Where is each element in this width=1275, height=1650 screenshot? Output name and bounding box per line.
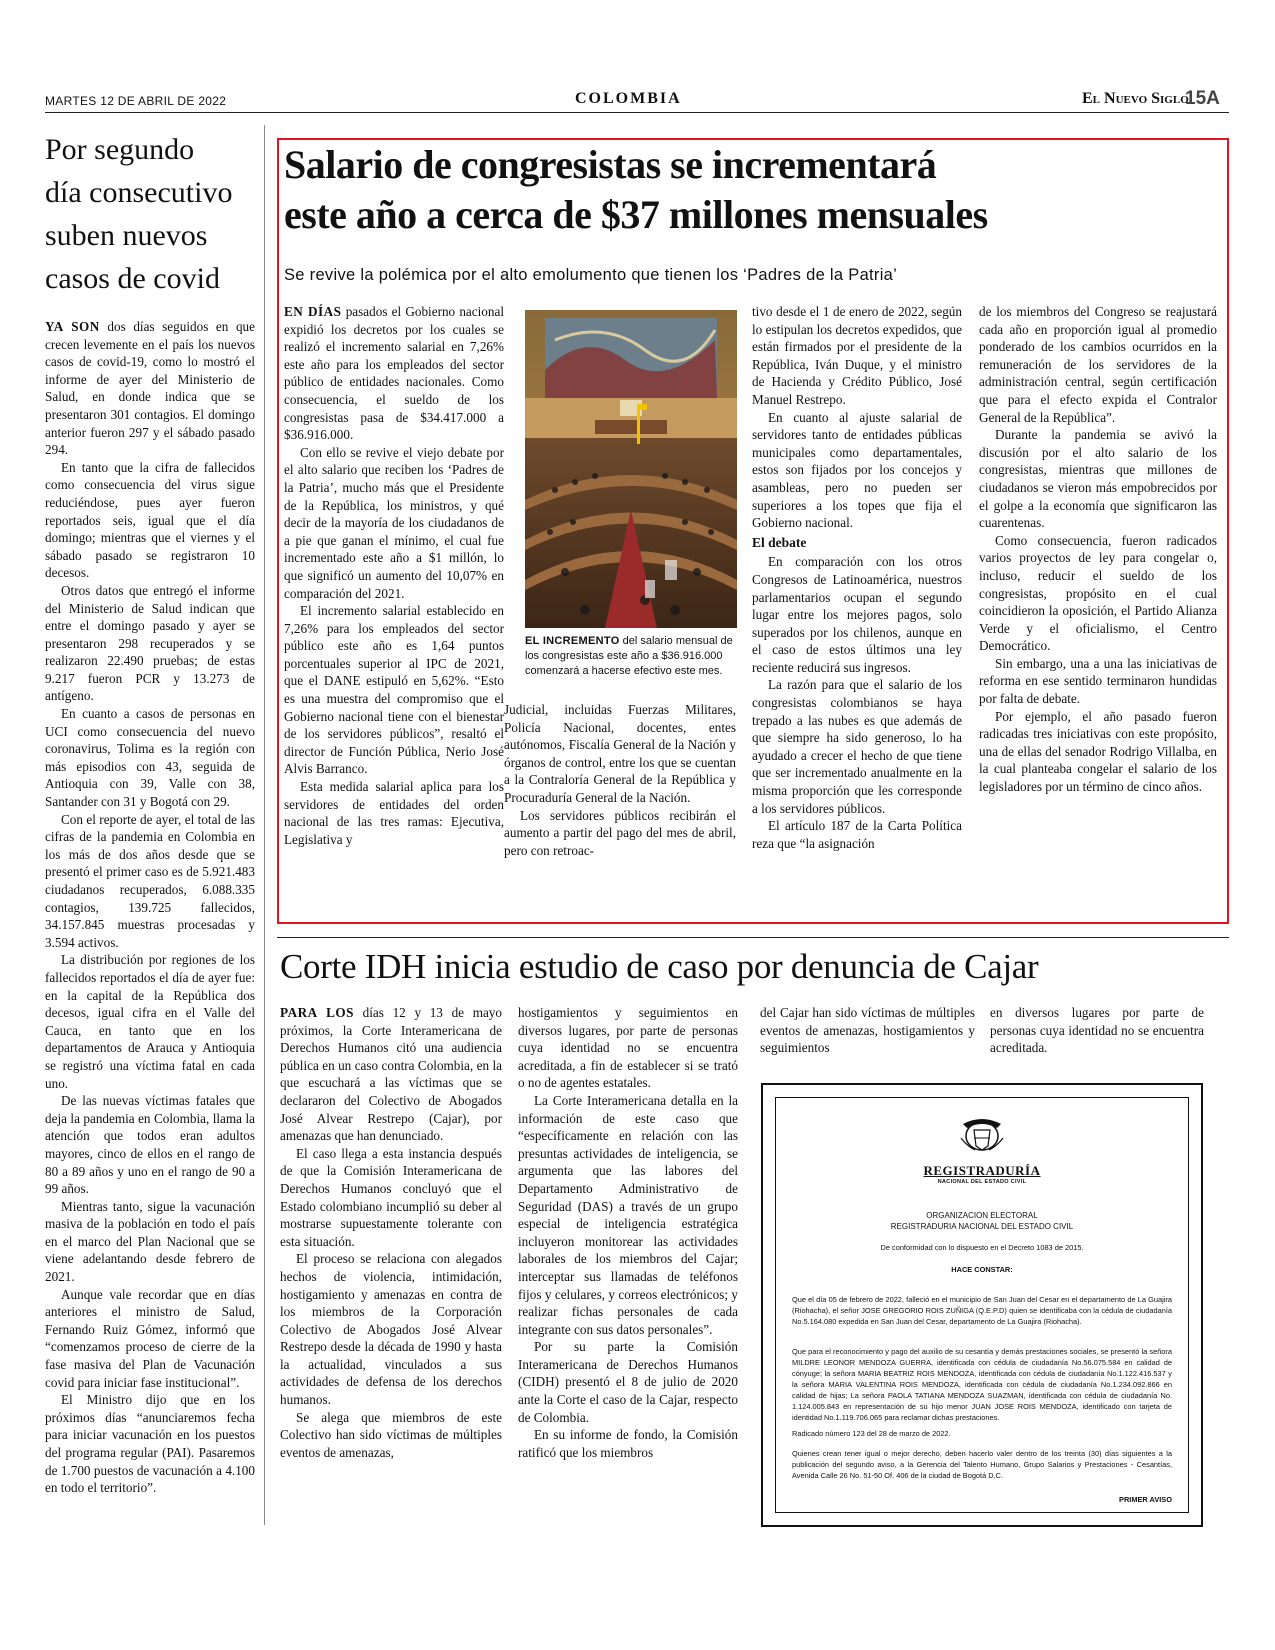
paragraph: dos días seguidos en que crecen levemente en el país los nuevos casos de covid-19, como lo mostró el informe de ayer del Ministerio de Salud, en donde indica que se presentaron 301 contagios. El domingo anterior fueron 297 y el sábado pasado 294. (45, 319, 255, 458)
paragraph: En su informe de fondo, la Comisión ratificó que los miembros (518, 1427, 738, 1460)
covid-headline-line: suben nuevos (45, 219, 208, 252)
covid-article-body (45, 318, 255, 1497)
notice-decree: De conformidad con lo dispuesto en el Decreto 1083 de 2015. (880, 1243, 1084, 1252)
congress-photo (525, 310, 737, 628)
paragraph: en diversos lugares por parte de personas cuya identidad no se encuentra acreditada. (990, 1005, 1204, 1056)
logo-subtitle: NACIONAL DEL ESTADO CIVIL (937, 1179, 1027, 1185)
column-divider (264, 125, 265, 1525)
caption-lead: EL INCREMENTO (525, 635, 620, 647)
paragraph: días 12 y 13 de mayo próximos, la Corte Interamericana de Derechos Humanos citó una audiencia pública en un caso contra Colombia, en la que escuchará a las víctimas que se declararon del Colectivo de Abogados José Alvear Restrepo (Cajar), por amenazas que han denunciado. (280, 1005, 502, 1144)
covid-headline-line: Por segundo (45, 133, 195, 166)
notice-paragraph: Que el día 05 de febrero de 2022, falleció en el municipio de San Juan del Cesar en el departamento de La Guajira (Riohacha), el señor JOSE GREGORIO ROIS ZUÑIGA (Q.E.P.D) quien se identificaba con la cédula de ciudadanía No.5.164.080 expedida en San Juan del Cesar, departamento de La Guajira (Riohacha). (792, 1295, 1172, 1326)
salario-column-3 (752, 303, 962, 852)
paragraph: tivo desde el 1 de enero de 2022, según lo estipulan los decretos expedidos, que están firmados por el presidente de la República, Iván Duque, y el ministro de Hacienda y Crédito Público, José Manuel Restrepo. (752, 304, 962, 407)
salario-headline (284, 140, 1224, 240)
notice-title-line: REGISTRADURIA NACIONAL DEL ESTADO CIVIL (890, 1222, 1074, 1231)
paragraph: Esta medida salarial aplica para los servidores de entidades del orden nacional de las tres ramas: Ejecutiva, Legislativa y (284, 779, 504, 847)
paragraph: Sin embargo, una a una las iniciativas de reforma en ese sentido terminaron hundidas por falta de debate. (979, 655, 1217, 707)
salario-lead: EN DÍAS (284, 304, 342, 319)
salario-headline-line: este año a cerca de $37 millones mensuales (284, 192, 988, 237)
corte-column-3 (760, 1004, 975, 1057)
notice-aviso: PRIMER AVISO (1119, 1495, 1172, 1504)
paragraph: Por su parte la Comisión Interamericana de Derechos Humanos (CIDH) presentó el 8 de julio de 2020 ante la Corte el caso de la Cajar, respecto de Colombia. (518, 1339, 738, 1425)
salario-column-2 (504, 701, 736, 859)
salario-subtitle: Se revive la polémica por el alto emolumento que tienen los ‘Padres de la Patria’ (284, 266, 898, 284)
subhead: El debate (752, 534, 807, 550)
paragraph: De las nuevas víctimas fatales que deja la pandemia en Colombia, llama la atención que todos eran adultos mayores, cinco de ellos en el rango de 80 a 89 años y uno en el rango de 90 a 99 años. (45, 1093, 255, 1197)
corte-column-1 (280, 1004, 502, 1461)
section-rule (277, 937, 1229, 938)
paragraph: Otros datos que entregó el informe del Ministerio de Salud indican que entre el domingo pasado y ayer se presentaron 298 recuperados y se realizaron 22.490 pruebas; de estas 9.217 fueron PCR y 13.273 de antígeno. (45, 582, 255, 704)
paragraph: En cuanto a casos de personas en UCI como consecuencia del nuevo coronavirus, Tolima es la región con más episodios con 43, seguida de Antioquia con 39, Valle con 38, Santander con 31 y Bogotá con 29. (45, 706, 255, 810)
paragraph: El incremento salarial establecido en 7,26% para los empleados del sector público este año es 1,64 puntos porcentuales superior al IPC de 2021, que el DANE estipuló en 5,62%. “Esto es una muestra del compromiso que el Gobierno nacional tiene con el bienestar de los servidores públicos”, resaltó el director de Función Pública, Nerio José Alvis Barranco. (284, 603, 504, 777)
notice-title-line: ORGANIZACION ELECTORAL (926, 1211, 1038, 1220)
notice-paragraph: Radicado número 123 del 28 de marzo de 2022. (792, 1429, 951, 1438)
page-number: 15A (1185, 88, 1220, 109)
paragraph: Por ejemplo, el año pasado fueron radicadas tres iniciativas con este propósito, una de ellas del senador Rodrigo Villalba, en la cual planteaba congelar el salario de los legisladores por un término de cinco años. (979, 708, 1217, 795)
covid-headline-line: día consecutivo (45, 176, 233, 209)
photo-caption (525, 634, 737, 679)
paragraph: La razón para que el salario de los congresistas colombianos se haya trepado a las nubes es que además de que siempre ha sido generoso, lo ha ayudado a crecer el hecho de que tiene que ser incrementado anualmente en la misma proporción que les corresponde a los servidores públicos. (752, 677, 962, 816)
paragraph: El caso llega a esta instancia después de que la Comisión Interamericana de Derechos Humanos concluyó que el Estado colombiano incumplió su deber al mostrarse supuestamente tolerante con esta situación. (280, 1145, 502, 1249)
covid-headline (45, 128, 255, 300)
paragraph: El artículo 187 de la Carta Política reza que “la asignación (752, 818, 962, 851)
paragraph: La distribución por regiones de los fallecidos reportados el día de ayer fue: en la capital de la República dos decesos, igual cifra en el Valle del Cauca, en tanto que en los departamentos de Arauca y Antioquia se registró una víctima fatal en cada uno. (45, 952, 255, 1091)
covid-lead: YA SON (45, 319, 100, 334)
notice-paragraph: Quienes crean tener igual o mejor derecho, deben hacerlo valer dentro de los treinta (30) días siguientes a la publicación del segundo aviso, a la Gerencia del Talento Humano, Grupo Salarios y Prestaciones - Cesantías, Avenida Calle 26 No. 51-50 Of. 406 de la ciudad de Bogotá D.C. (792, 1449, 1172, 1480)
newspaper-brand: El Nuevo Siglo (1082, 90, 1189, 107)
notice-paragraph: Que para el reconocimiento y pago del auxilio de su cesantía y demás prestaciones sociales, se presentó la señora MILDRE LEONOR MENDOZA GUERRA, identificada con cédula de ciudadanía No.56.075.584 en calidad de cónyuge; la señora MARIA BEATRIZ ROIS MENDOZA, identificada con cédula de ciudadanía No.1.122.416.537 y la señora MARIA VALENTINA ROIS MENDOZA, identificada con cédula de ciudadanía No.1.234.092.866 en calidad de hijas; La señora PAOLA TATIANA MENDOZA SUAZMAN, identificada con cédula de ciudadanía No. 1.124.005.843 en representación de su hijo menor JUAN JOSE ROIS MENDOZA, identificado con tarjeta de identidad No.1.119.706.065 para reclamar dichas prestaciones. (792, 1347, 1172, 1422)
paragraph: del Cajar han sido víctimas de múltiples eventos de amenazas, hostigamientos y seguimientos (760, 1005, 975, 1056)
notice-hace-constar: HACE CONSTAR: (951, 1265, 1013, 1274)
corte-column-4 (990, 1004, 1204, 1057)
registraduria-logo (776, 1116, 1188, 1185)
paragraph: Se alega que miembros de este Colectivo han sido víctimas de múltiples eventos de amenazas, (280, 1409, 502, 1460)
paragraph: En comparación con los otros Congresos de Latinoamérica, nuestros parlamentarios ocupan el segundo lugar entre los mejores pagos, solo superados por los chilenos, aunque en el caso de estos últimos una ley reciente reducirá sus ingresos. (752, 554, 962, 675)
salario-headline-line: Salario de congresistas se incrementará (284, 142, 937, 187)
paragraph: Con ello se revive el viejo debate por el alto salario que reciben los ‘Padres de la Patria’, mucho más que el Presidente de la República, los ministros, y qué decir de la mayoría de los ciudadanos de a pie que ganan el mínimo, el cual fue incrementado este año a $1 millón, lo que significó un aumento del 10,07% en comparación del 2021. (284, 444, 504, 601)
corte-column-2 (518, 1004, 738, 1461)
paragraph: hostigamientos y seguimientos en diversos lugares, por parte de personas cuya identidad no se encuentra acreditada, a fin de establecer si se trató o no de agentes estatales. (518, 1005, 738, 1091)
corte-lead: PARA LOS (280, 1005, 354, 1020)
coat-of-arms-icon (957, 1116, 1007, 1158)
corte-headline: Corte IDH inicia estudio de caso por denuncia de Cajar (280, 947, 1039, 986)
paragraph: En cuanto al ajuste salarial de servidores tanto de entidades públicas municipales como departamentales, estos son fijados por los concejos y asambleas, pero no pueden ser superiores a los topes que fija el Gobierno nacional. (752, 409, 962, 531)
paragraph: Mientras tanto, sigue la vacunación masiva de la población en todo el país en el marco del Plan Nacional que se viene adelantando desde febrero de 2021. (45, 1198, 255, 1285)
paragraph: de los miembros del Congreso se reajustará cada año en proporción igual al promedio ponderado de los cambios ocurridos en la remuneración de los servidores de la administración central, según certificación que para el efecto expida el Contralor General de la República”. (979, 304, 1217, 425)
paragraph: Durante la pandemia se avivó la discusión por el alto salario de los congresistas, mientras que millones de ciudadanos se vieron más empobrecidos por el golpe a la economía que significaron las cuarentenas. (979, 427, 1217, 531)
logo-word: REGISTRADURÍA (923, 1163, 1041, 1178)
paragraph: pasados el Gobierno nacional expidió los decretos por los cuales se realizó el incremento salarial en 7,26% este año para los empleados del sector público de entidades nacionales. Como consecuencia, el sueldo de los congresistas pasa de $34.417.000 a $36.916.000. (284, 304, 504, 443)
paragraph: Aunque vale recordar que en días anteriores el ministro de Salud, Fernando Ruiz Gómez, informó que “comenzamos proceso de cierre de la fase masiva del Plan de Vacunación covid para iniciar fase institucional”. (45, 1286, 255, 1390)
paragraph: Con el reporte de ayer, el total de las cifras de la pandemia en Colombia en los más de dos años desde que se presentó el primer caso es de 5.921.483 ciudadanos recuperados, 6.088.335 contagios, 139.725 fallecidos, 34.157.845 muestras procesadas y 3.594 activos. (45, 811, 255, 950)
paragraph: Judicial, incluidas Fuerzas Militares, Policía Nacional, docentes, entes autónomos, Fiscalía General de la Nación y órganos de control, entre los que se cuentan a la Contraloría General de la República y Procuraduría General de la Nación. (504, 702, 736, 805)
covid-headline-line: casos de covid (45, 262, 220, 295)
paragraph: El proceso se relaciona con alegados hechos de violencia, intimidación, hostigamiento y amenazas en contra de los miembros de la Corporación Colectivo de Abogados José Alvear Restrepo desde la década de 1990 y hasta la actualidad, vinculados a sus actividades de defensa de los derechos humanos. (280, 1251, 502, 1408)
paragraph: Como consecuencia, fueron radicados varios proyectos de ley para congelar o, incluso, reducir el sueldo de los congresistas, propósito en el cual coincidieron la oposición, el Partido Alianza Verde y el oficialismo, el Centro Democrático. (979, 532, 1217, 654)
congress-chamber-image (525, 310, 737, 628)
section-name: COLOMBIA (575, 90, 682, 107)
caption-text: del salario mensual de los congresistas este año a $36.916.000 comenzará a hacerse efectivo este mes. (525, 635, 733, 677)
salario-column-1 (284, 303, 504, 848)
notice-title (776, 1210, 1188, 1232)
header-rule (45, 112, 1229, 113)
registraduria-notice (761, 1083, 1203, 1527)
paragraph: En tanto que la cifra de fallecidos como consecuencia del virus sigue reduciéndose, pues ayer fueron reportados seis, igual que el día domingo; mientras que el viernes y el sábado pasado se registraron 10 decesos. (45, 459, 255, 581)
paragraph: La Corte Interamericana detalla en la información de este caso que “específicamente en relación con las presuntas actividades de inteligencia, se argumenta que las labores del Departamento Administrativo de Seguridad (DAS) a través de un grupo especial de inteligencia estratégica incluyeron monitorear las actividades laborales de los miembros del Cajar; interceptar sus llamadas de teléfonos fijos y celulares, y correos electrónicos; y realizar fichas personales de cada integrante con sus datos personales”. (518, 1092, 738, 1337)
salario-column-4 (979, 303, 1217, 796)
notice-frame (775, 1097, 1189, 1513)
paragraph: El Ministro dijo que en los próximos días “anunciaremos fecha para iniciar vacunación en los puestos del programa regular (PAI). Pasaremos de 1.700 puestos de vacunación a 4.100 en todo el territorio”. (45, 1392, 255, 1496)
header-date: MARTES 12 DE ABRIL DE 2022 (45, 94, 227, 108)
paragraph: Los servidores públicos recibirán el aumento a partir del pago del mes de abril, pero con retroac- (504, 807, 736, 858)
